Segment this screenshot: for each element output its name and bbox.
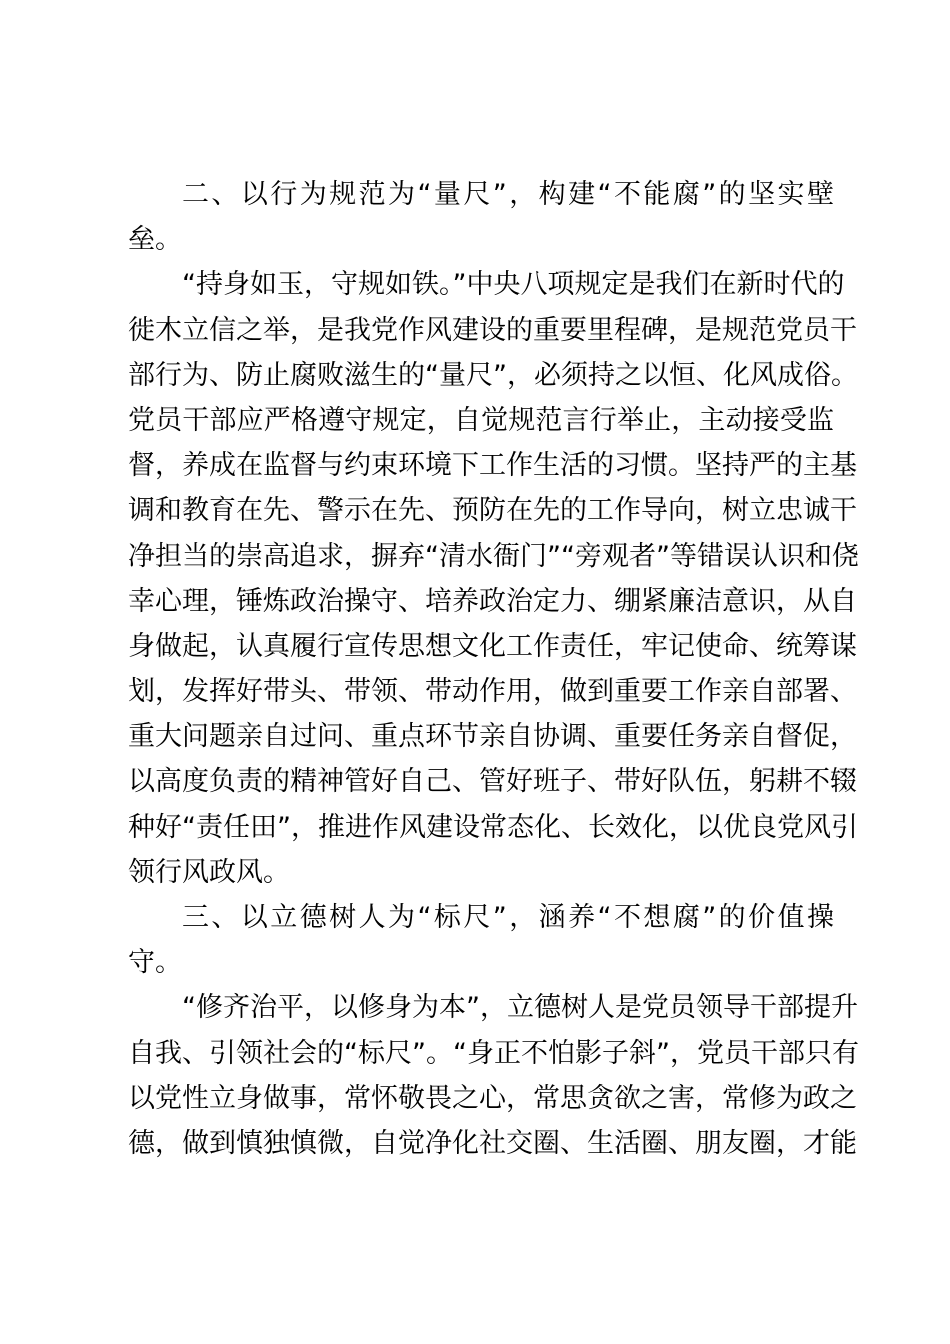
paragraph-1-line-12: 以高度负责的精神管好自己、管好班子、带好队伍，躬耕不辍 <box>128 766 857 798</box>
paragraph-1-line-4: 党员干部应严格遵守规定，自觉规范言行举止，主动接受监 <box>128 404 834 436</box>
paragraph-1-line-9: 身做起，认真履行宣传思想文化工作责任，牢记使命、统筹谋 <box>128 630 857 662</box>
paragraph-1-line-7: 净担当的崇高追求，摒弃“清水衙门”“旁观者”等错误认识和侥 <box>128 540 859 572</box>
paragraph-1-line-11: 重大问题亲自过问、重点环节亲自协调、重要任务亲自督促， <box>128 721 857 753</box>
paragraph-1-line-13: 种好“责任田”，推进作风建设常态化、长效化，以优良党风引 <box>128 811 858 843</box>
paragraph-1-line-2: 徙木立信之举，是我党作风建设的重要里程碑，是规范党员干 <box>128 314 857 346</box>
paragraph-2-line-2: 自我、引领社会的“标尺”。“身正不怕影子斜”，党员干部只有 <box>128 1037 859 1069</box>
section-heading-2-line-1: 二、以行为规范为“量尺”，构建“不能腐”的坚实壁 <box>182 179 834 210</box>
paragraph-1-line-14: 领行风政风。 <box>128 856 290 888</box>
paragraph-2-line-3: 以党性立身做事，常怀敬畏之心，常思贪欲之害，常修为政之 <box>128 1082 857 1114</box>
section-heading-3-line-2: 守。 <box>128 947 182 979</box>
paragraph-1-line-8: 幸心理，锤炼政治操守、培养政治定力、绷紧廉洁意识，从自 <box>128 585 857 617</box>
paragraph-1-line-6: 调和教育在先、警示在先、预防在先的工作导向，树立忠诚干 <box>128 495 857 527</box>
paragraph-1-line-5: 督，养成在监督与约束环境下工作生活的习惯。坚持严的主基 <box>128 450 857 482</box>
paragraph-1-line-10: 划，发挥好带头、带领、带动作用，做到重要工作亲自部署、 <box>128 676 857 708</box>
document-body <box>128 172 859 1166</box>
paragraph-1-line-1: “持身如玉，守规如铁。”中央八项规定是我们在新时代的 <box>182 269 845 301</box>
section-heading-2-line-2: 垒。 <box>128 224 182 256</box>
paragraph-2-line-4: 德，做到慎独慎微，自觉净化社交圈、生活圈、朋友圈，才能 <box>128 1127 857 1159</box>
paragraph-1-line-3: 部行为、防止腐败滋生的“量尺”，必须持之以恒、化风成俗。 <box>128 359 858 391</box>
paragraph-2-line-1: “修齐治平，以修身为本”，立德树人是党员领导干部提升 <box>182 992 858 1024</box>
section-heading-3-line-1: 三、以立德树人为“标尺”，涵养“不想腐”的价值操 <box>182 902 834 933</box>
